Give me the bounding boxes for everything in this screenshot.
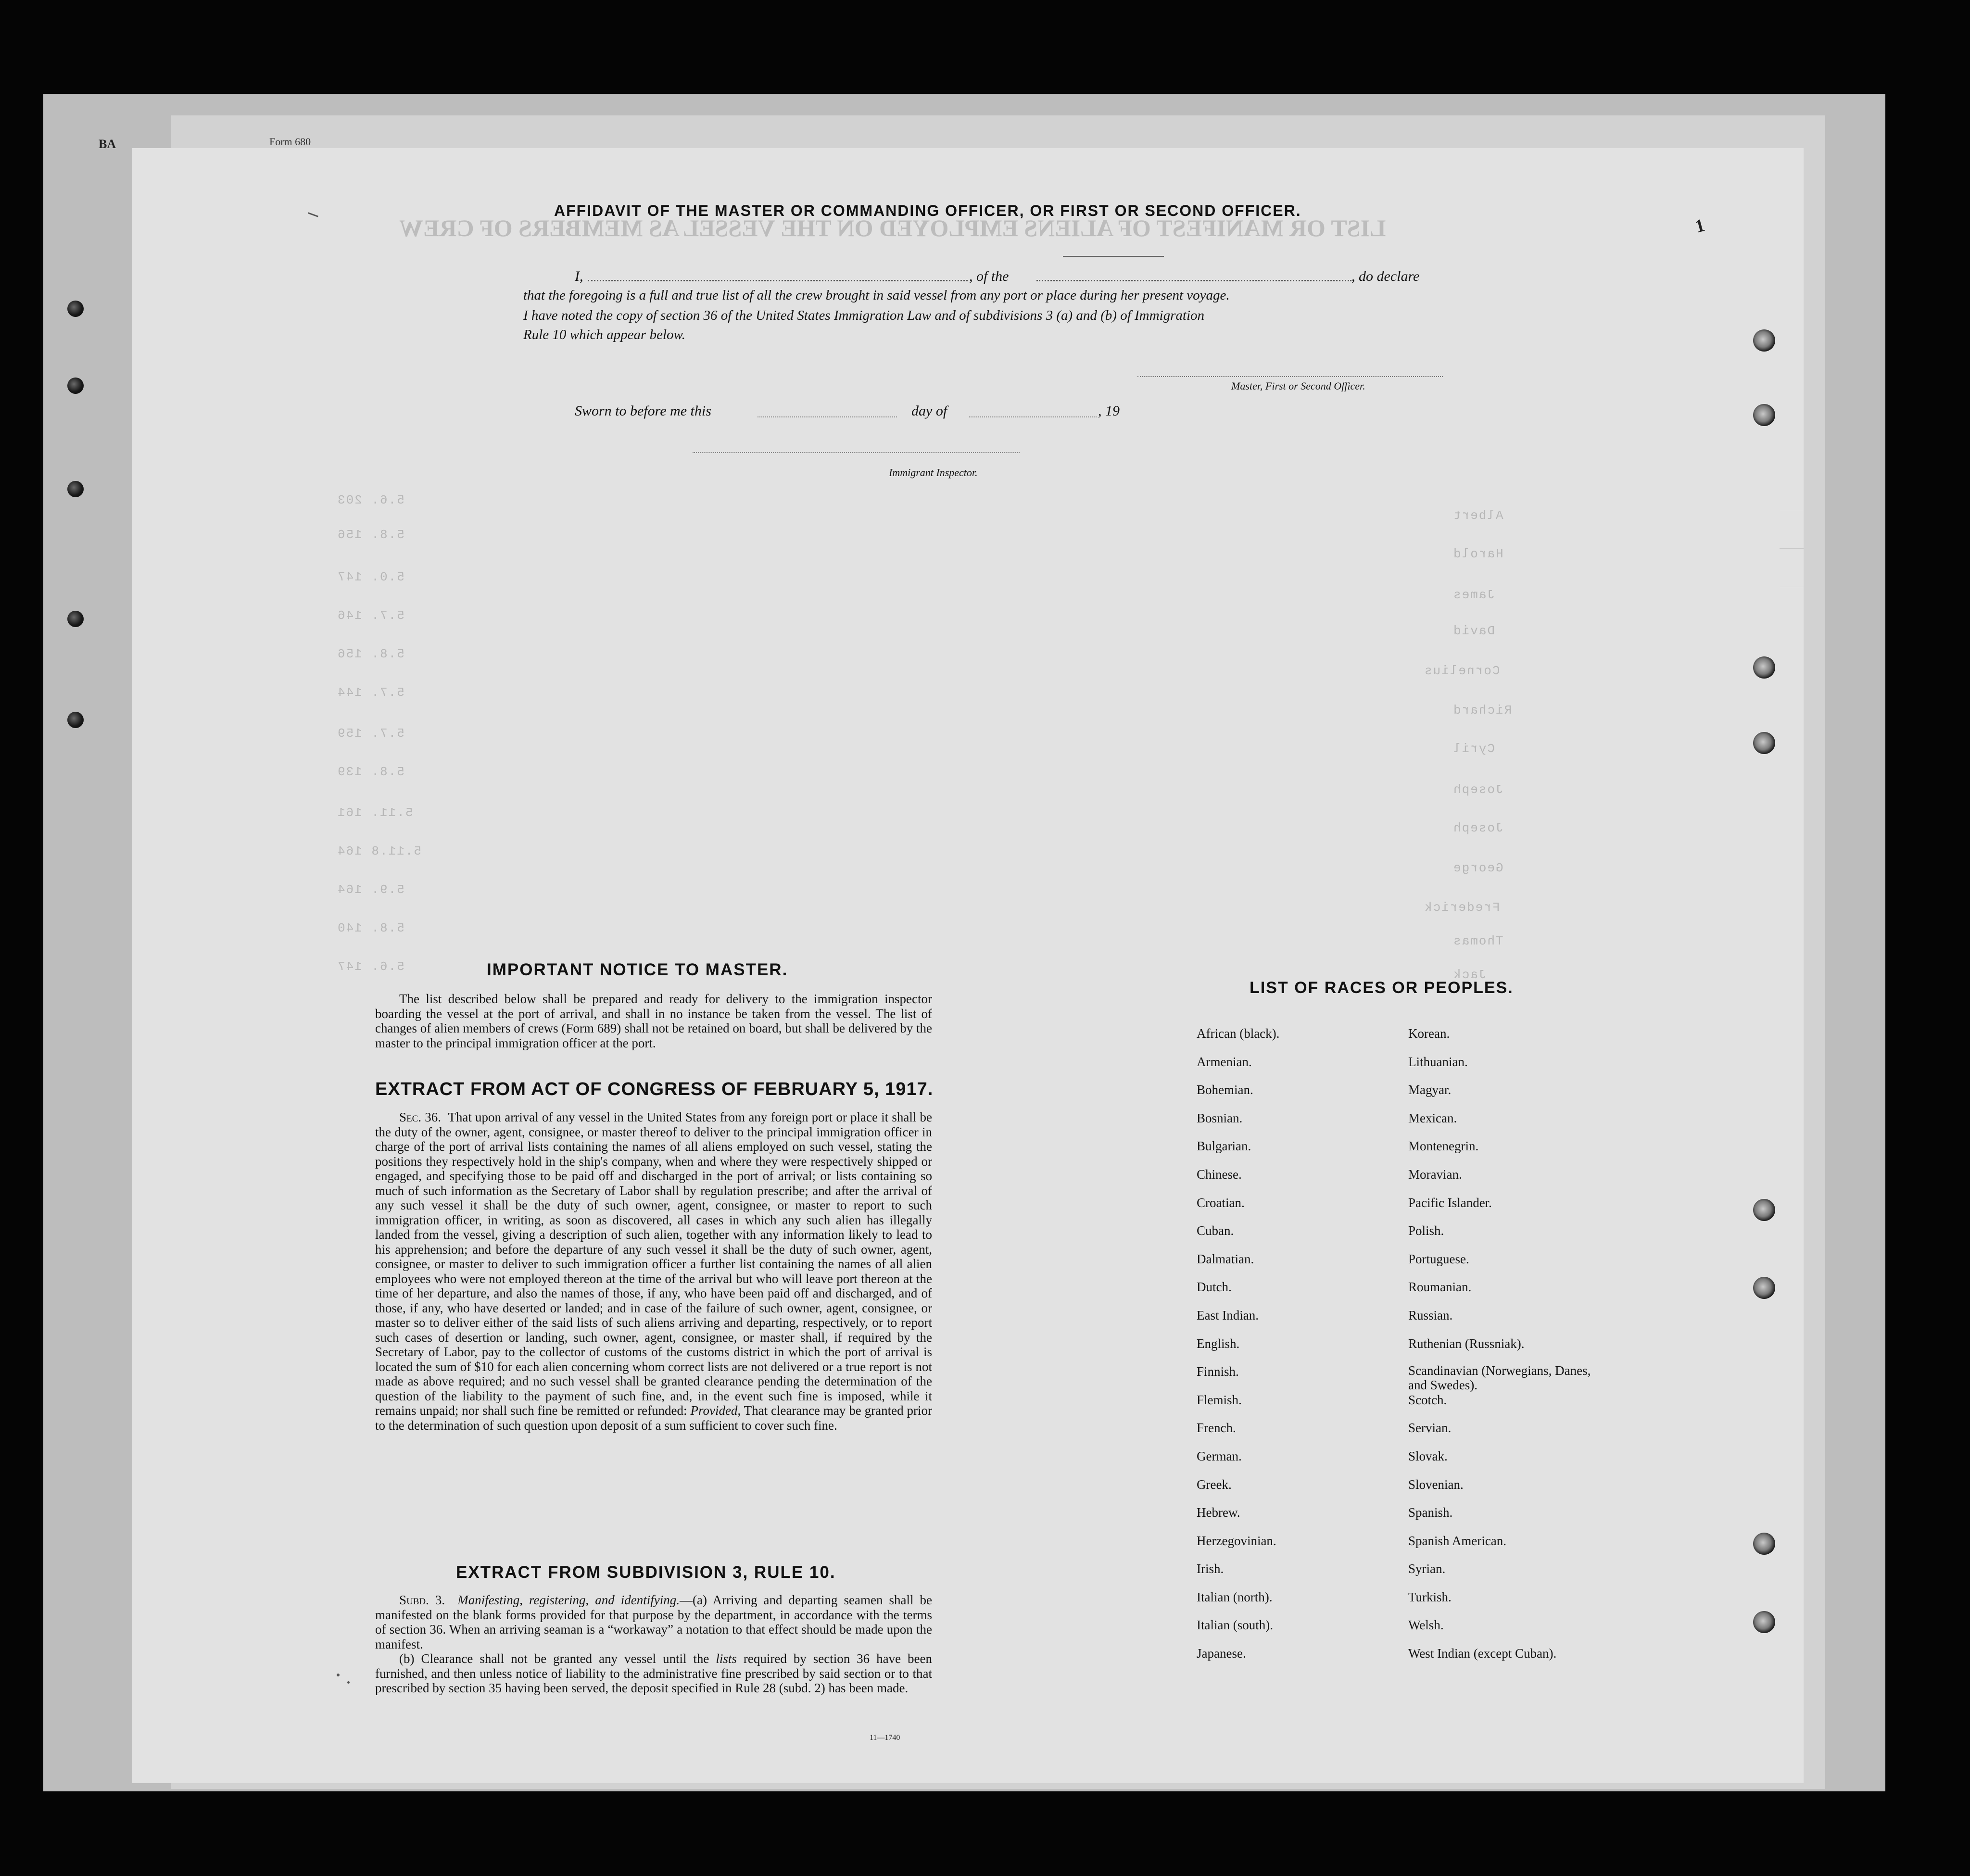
day-of-label: day of bbox=[911, 403, 947, 419]
race-item: Mexican. bbox=[1408, 1110, 1457, 1125]
races-list bbox=[1197, 1020, 1629, 1668]
subd-para-a: —(a) Arriving and departing seamen shall be manifested on the blank forms provided for that purpose by the department, in accordance with the terms of section 36. When an arriving seaman is a “workaway” a notation to that effect should be made upon the manifest. bbox=[375, 1593, 932, 1651]
affidavit-line-3: I have noted the copy of section 36 of the United States Immigration Law and of subdivisions 3 (a) and (b) of Immigration bbox=[523, 308, 1205, 323]
notice-title: IMPORTANT NOTICE TO MASTER. bbox=[487, 960, 788, 979]
subd-para-b-start: (b) Clearance shall not be granted any vessel until the bbox=[399, 1651, 709, 1666]
ghost-entry: Frederick bbox=[1424, 900, 1500, 915]
binder-hole-icon bbox=[67, 481, 84, 497]
race-item: Flemish. bbox=[1197, 1392, 1242, 1407]
race-item: Pacific Islander. bbox=[1408, 1195, 1492, 1210]
ghost-entry: 5.7. 144 bbox=[337, 685, 404, 700]
ghost-entry: Thomas bbox=[1452, 934, 1503, 948]
subd-para-b-end: required by section 36 have been furnished, and then unless notice of liability to the administrative fine prescribed by said section or to that prescribed by section 35 having been served, the deposit specified in Rule 28 (subd. 2) has been made. bbox=[375, 1651, 933, 1695]
ghost-entry: 5.7. 159 bbox=[337, 726, 404, 741]
ghost-entry: Cyril bbox=[1452, 742, 1495, 756]
race-item: Scandinavian (Norwegians, Danes, and Swedes). bbox=[1408, 1363, 1591, 1393]
affidavit-i: I, bbox=[575, 268, 583, 284]
binder-hole-icon bbox=[1753, 404, 1775, 426]
race-item: Moravian. bbox=[1408, 1167, 1462, 1182]
binder-hole-icon bbox=[1753, 732, 1775, 754]
ghost-entry: Cornelius bbox=[1424, 664, 1500, 678]
ghost-entry: Albert bbox=[1452, 508, 1503, 523]
ghost-entry: Joseph bbox=[1452, 782, 1503, 797]
race-item: Magyar. bbox=[1408, 1083, 1452, 1097]
ghost-entry: 5.7. 146 bbox=[337, 608, 404, 623]
master-caption: Master, First or Second Officer. bbox=[1231, 380, 1365, 392]
notice-paragraph: The list described below shall be prepared and ready for delivery to the immigration inspector boarding the vessel at the port of arrival, and shall in no instance be taken from the vessel. The list of changes of alien members of crews (Form 689) shall not be retained on board, but shall be delivered by the master to the principal immigration officer at the port. bbox=[375, 992, 932, 1050]
ghost-entry: 5.6. 147 bbox=[337, 959, 404, 974]
sworn-month-field[interactable] bbox=[969, 416, 1097, 417]
race-item: Syrian. bbox=[1408, 1561, 1446, 1576]
race-item: Dutch. bbox=[1197, 1280, 1232, 1295]
ghost-entry: George bbox=[1452, 861, 1503, 875]
form-number: Form 680 bbox=[269, 136, 311, 148]
binder-hole-icon bbox=[1753, 1533, 1775, 1555]
race-item: Chinese. bbox=[1197, 1167, 1242, 1182]
inspector-caption: Immigrant Inspector. bbox=[889, 466, 978, 478]
race-item: Bosnian. bbox=[1197, 1110, 1243, 1125]
race-item: West Indian (except Cuban). bbox=[1408, 1646, 1557, 1661]
race-item: Cuban. bbox=[1197, 1223, 1234, 1238]
race-item: Dalmatian. bbox=[1197, 1251, 1254, 1266]
provided-term: Provided, bbox=[690, 1403, 741, 1418]
race-item: Montenegrin. bbox=[1408, 1139, 1479, 1154]
master-signature-field[interactable] bbox=[1137, 376, 1443, 377]
affidavit-title: AFFIDAVIT OF THE MASTER OR COMMANDING OFFICER, OR FIRST OR SECOND OFFICER. bbox=[554, 202, 1301, 219]
race-item: Bohemian. bbox=[1197, 1083, 1253, 1097]
ghost-entry: 5.8. 156 bbox=[337, 528, 404, 542]
binder-hole-icon bbox=[67, 712, 84, 728]
race-item: Bulgarian. bbox=[1197, 1139, 1251, 1154]
section-label: Sec. 36. bbox=[399, 1110, 441, 1124]
subd-heading: Manifesting, registering, and identifying. bbox=[457, 1593, 680, 1607]
ghost-entry: Richard bbox=[1452, 703, 1512, 718]
races-title: LIST OF RACES OR PEOPLES. bbox=[1250, 979, 1514, 997]
race-item: East Indian. bbox=[1197, 1308, 1259, 1322]
race-item: Slovenian. bbox=[1408, 1477, 1464, 1492]
binder-hole-icon bbox=[1753, 1277, 1775, 1299]
officer-name-field[interactable] bbox=[588, 280, 968, 281]
section-text-end: That clearance may be granted prior to the determination of such question upon deposit of a sum sufficient to cover such fine. bbox=[375, 1403, 932, 1433]
race-item: Polish. bbox=[1408, 1223, 1444, 1238]
ghost-entry: Harold bbox=[1452, 547, 1503, 561]
ghost-manifest-title: LIST OR MANIFEST OF ALIENS EMPLOYED ON THE VESSEL AS MEMBERS OF CREW bbox=[399, 214, 1386, 241]
title-underline bbox=[1063, 256, 1164, 257]
ghost-entry: 5.11.8 164 bbox=[337, 844, 422, 858]
subd-label: Subd. 3. bbox=[399, 1593, 445, 1607]
ghost-entry: 5.11. 161 bbox=[337, 806, 413, 820]
ghost-entry: James bbox=[1452, 588, 1495, 602]
affidavit-of-the: , of the bbox=[969, 268, 1009, 284]
act-section-36 bbox=[375, 1110, 932, 1433]
race-item: Russian. bbox=[1408, 1308, 1453, 1322]
race-item: Armenian. bbox=[1197, 1054, 1252, 1069]
race-item: Greek. bbox=[1197, 1477, 1232, 1492]
rule-subdivision bbox=[375, 1593, 932, 1696]
section-text: That upon arrival of any vessel in the United States from any foreign port or place it shall be the duty of the owner, agent, consignee, or master thereof to deliver to the principal immigration officer in charge of the port of arrival lists containing the names of all aliens employed on such vessel, stating the positions they respectively hold in the ship's company, when and where they were respectively shipped or engaged, and specifying those to be paid off and discharged in the port of arrival; or lists containing so much of such information as the Secretary of Labor shall by regulation prescribe; and after the arrival of any such vessel it shall be the duty of such owner, agent, consignee, or master to report to such immigration officer, in writing, as soon as discovered, all cases in which any such alien has illegally landed from the vessel, giving a description of such alien, together with any information likely to lead to his apprehension; and before the departure of any such vessel it shall be the duty of such owner, agent, consignee, or master to deliver to such immigration officer a further list containing the names of all alien employees who were not employed thereon at the time of the arrival but who will leave port thereon at the time of her departure, and also the names of those, if any, who have been paid off and discharged, and of those, if any, who have deserted or landed; and in case of the failure of such owner, agent, consignee, or master so to deliver either of the said lists of such aliens arriving and departing, respectively, or to report such cases of desertion or landing, such owner, agent, consignee, or master shall, if required by the Secretary of Labor, pay to the collector of customs of the customs district in which the port of arrival is located the sum of $10 for each alien concerning whom correct lists are not delivered or a true report is not made as above required; and no such vessel shall be granted clearance pending the determination of the question of the liability to the payment of such fine, and, in the event such fine is imposed, while it remains unpaid; nor shall such fine be remitted or refunded: bbox=[375, 1110, 933, 1418]
race-item: Turkish. bbox=[1408, 1589, 1452, 1604]
race-item: English. bbox=[1197, 1336, 1240, 1351]
affidavit-line-4: Rule 10 which appear below. bbox=[523, 327, 685, 342]
rule-title: EXTRACT FROM SUBDIVISION 3, RULE 10. bbox=[456, 1563, 836, 1582]
race-item: Roumanian. bbox=[1408, 1280, 1472, 1295]
ink-mark bbox=[347, 1681, 350, 1684]
vessel-name-field[interactable] bbox=[1036, 280, 1351, 281]
ghost-entry: 5.8. 140 bbox=[337, 921, 404, 935]
race-item: Japanese. bbox=[1197, 1646, 1246, 1661]
race-item: German. bbox=[1197, 1448, 1242, 1463]
race-item: Lithuanian. bbox=[1408, 1054, 1468, 1069]
race-item: Scotch. bbox=[1408, 1392, 1447, 1407]
print-code: 11—1740 bbox=[870, 1734, 900, 1742]
affidavit-line-2: that the foregoing is a full and true list of all the crew brought in said vessel from any port or place during her present voyage. bbox=[523, 288, 1230, 303]
back-sheet-label: BA bbox=[99, 137, 116, 151]
act-title: EXTRACT FROM ACT OF CONGRESS OF FEBRUARY 5, 1917. bbox=[375, 1079, 934, 1099]
race-item: Korean. bbox=[1408, 1026, 1450, 1041]
race-item: Spanish. bbox=[1408, 1505, 1453, 1520]
race-item: Slovak. bbox=[1408, 1448, 1448, 1463]
binder-hole-icon bbox=[67, 301, 84, 317]
race-item: Spanish American. bbox=[1408, 1533, 1506, 1548]
binder-hole-icon bbox=[1753, 329, 1775, 352]
ghost-entry: Jack bbox=[1452, 968, 1487, 982]
inspector-signature-field[interactable] bbox=[693, 452, 1020, 453]
race-item: African (black). bbox=[1197, 1026, 1280, 1041]
year-label: , 19 bbox=[1098, 403, 1120, 419]
race-item: Finnish. bbox=[1197, 1364, 1239, 1379]
race-item: French. bbox=[1197, 1421, 1236, 1435]
ghost-entry: David bbox=[1452, 624, 1495, 638]
binder-hole-icon bbox=[67, 378, 84, 394]
corner-mark: 1 bbox=[1692, 215, 1707, 237]
affidavit-do-declare: , do declare bbox=[1351, 268, 1420, 284]
race-item: Italian (south). bbox=[1197, 1618, 1273, 1633]
binder-hole-icon bbox=[1753, 1611, 1775, 1633]
ruled-line bbox=[1780, 548, 1804, 549]
binder-hole-icon bbox=[1753, 1199, 1775, 1221]
subd-para-b-lists: lists bbox=[716, 1651, 737, 1666]
race-item: Portuguese. bbox=[1408, 1251, 1469, 1266]
ghost-entry: Joseph bbox=[1452, 821, 1503, 835]
race-item: Servian. bbox=[1408, 1421, 1452, 1435]
race-item: Ruthenian (Russniak). bbox=[1408, 1336, 1525, 1351]
ghost-entry: 5.6. 203 bbox=[337, 493, 404, 507]
race-item: Herzegovinian. bbox=[1197, 1533, 1276, 1548]
ghost-entry: 5.0. 147 bbox=[337, 570, 404, 584]
race-item: Croatian. bbox=[1197, 1195, 1245, 1210]
race-item: Irish. bbox=[1197, 1561, 1224, 1576]
binder-hole-icon bbox=[1753, 656, 1775, 679]
race-item: Welsh. bbox=[1408, 1618, 1444, 1633]
ghost-entry: 5.9. 164 bbox=[337, 882, 404, 897]
race-item: Italian (north). bbox=[1197, 1589, 1273, 1604]
sworn-label: Sworn to before me this bbox=[575, 403, 711, 419]
ghost-entry: 5.8. 156 bbox=[337, 647, 404, 661]
ghost-entry: 5.8. 139 bbox=[337, 765, 404, 779]
binder-hole-icon bbox=[67, 611, 84, 627]
ink-mark bbox=[337, 1674, 340, 1676]
race-item: Hebrew. bbox=[1197, 1505, 1240, 1520]
sworn-day-field[interactable] bbox=[758, 416, 897, 417]
